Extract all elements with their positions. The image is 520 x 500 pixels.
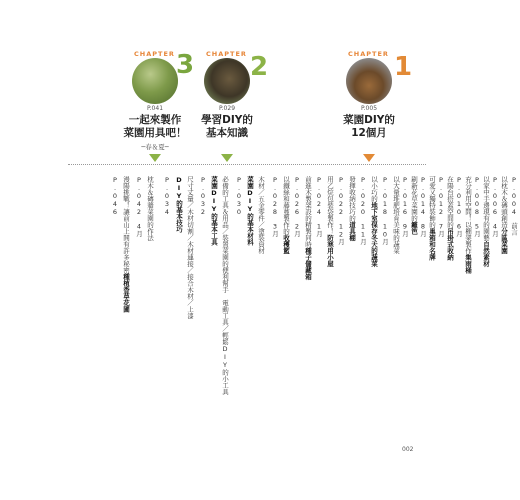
- toc-entry: P.046: [111, 176, 119, 216]
- toc-entry: P.012 7月: [437, 176, 445, 237]
- chapter-2-block: [172, 50, 282, 160]
- toc-entry-text: 尺寸丈量／木材切割／木材連接／接合木材／上漆: [186, 176, 194, 319]
- toc-entry: P.042 4月: [135, 176, 143, 237]
- toc-entry: P.028 3月: [271, 176, 279, 237]
- toc-entry-text: 以鐵絲和藤蔓製作的收穫籃: [282, 176, 290, 254]
- page-number: 002: [402, 446, 414, 453]
- chapter-3-word: CHAPTER: [134, 50, 175, 58]
- toc-entry: P.032: [199, 176, 207, 216]
- toc-entry: P.026 2月: [293, 176, 301, 237]
- chapter-2-number: 2: [250, 52, 269, 82]
- chapter-2-title-line1: 學習DIY的: [201, 114, 253, 126]
- chapter-2-page: P.029: [218, 105, 236, 112]
- toc-entry: P.004 前言: [510, 176, 518, 236]
- toc-entry-text: 可愛又獨特裝飾的巢箱和名牌: [428, 176, 436, 261]
- toc-entry: P.020 11月: [359, 176, 367, 245]
- toc-entry-text: 前進木製架設的精製同時種子儲藏箱: [304, 176, 312, 280]
- toc-entry: P.006 4月: [491, 176, 499, 237]
- chapter-1-arrow: [363, 154, 375, 162]
- toc-entry-text: 必備的工具＆用品／裝置菜園的便利幫手 電動工具／輕鬆DIY的小工具: [221, 176, 229, 395]
- chapter-3-title-line2: 菜園用具吧！: [123, 127, 187, 139]
- chapter-1-title-line2: 12個月: [351, 127, 387, 139]
- toc-entry-text: 在陽台搭蓋空間的吊掛式收納: [446, 176, 454, 261]
- toc-entry: P.022 12月: [337, 176, 345, 245]
- toc-entry: P.018 10月: [381, 176, 389, 245]
- toc-entry-text: 枕木＆磚牆菜園的作法: [146, 176, 154, 241]
- toc-entry-text: 以枕木＆磚頭創造分區菜園: [500, 176, 508, 254]
- toc-entry: P.034: [163, 176, 171, 216]
- chapter-1-photo: [346, 58, 392, 104]
- toc-entry-text: 用乙烷包裝袋製作！防寒用小屋: [326, 176, 334, 267]
- chapter-2-title-line2: 基本知識: [206, 127, 248, 139]
- chapter-1-block: [314, 50, 424, 160]
- chapter-2-word: CHAPTER: [206, 50, 247, 58]
- chapter-1-title-line1: 菜園DIY的: [343, 114, 395, 126]
- toc-entry-text: 以家中手邊現有的園藝自然素材: [482, 176, 490, 267]
- toc-entry: P.030: [235, 176, 243, 216]
- chapter-1-word: CHAPTER: [348, 50, 389, 58]
- toc-entry-text: 菜園DIY的基本工具: [210, 176, 218, 246]
- chapter-3-number: 3: [176, 50, 195, 80]
- toc-entry-text: DIY的基本技巧: [175, 176, 183, 233]
- chapter-3-page: P.041: [146, 105, 164, 112]
- toc-entry-text: 發揮收納技巧的道具棚: [348, 176, 356, 241]
- toc-entry: P.014 8月: [419, 176, 427, 237]
- toc-entry-text: 漫陽挑戰！讓前山上開有許多秘密種植香草花圃: [122, 176, 130, 313]
- dotted-divider: [68, 164, 426, 165]
- toc-entry: P.008 5月: [473, 176, 481, 237]
- toc-entry-text: 菜園DIY的基本材料: [246, 176, 254, 246]
- chapter-3-title-line1: 一起來製作: [128, 114, 182, 126]
- chapter-1-page: P.005: [360, 105, 378, 112]
- toc-entry-text: 木材／五金零件／塗裝資材: [257, 176, 265, 254]
- chapter-3-subtitle: ─春＆夏─: [141, 143, 169, 151]
- toc-entry-text: 以小巧的地下室保存冬天的蔬菜: [370, 176, 378, 267]
- toc-entry: P.016 9月: [401, 176, 409, 237]
- chapter-3-arrow: [149, 154, 161, 162]
- toc-entry: P.010 6月: [455, 176, 463, 237]
- toc-entry-text: 以大量堆肥培育美味的蔬菜: [392, 176, 400, 254]
- chapter-1-number: 1: [394, 52, 413, 82]
- chapter-2-photo: [204, 58, 250, 104]
- chapter-2-arrow: [221, 154, 233, 162]
- toc-entry-text: 刷新花草菜園的籬笆: [410, 176, 418, 235]
- toc-entry: P.024 1月: [315, 176, 323, 237]
- toc-entry-text: 充分利用空間！以棚架製作集雨桶: [464, 176, 472, 274]
